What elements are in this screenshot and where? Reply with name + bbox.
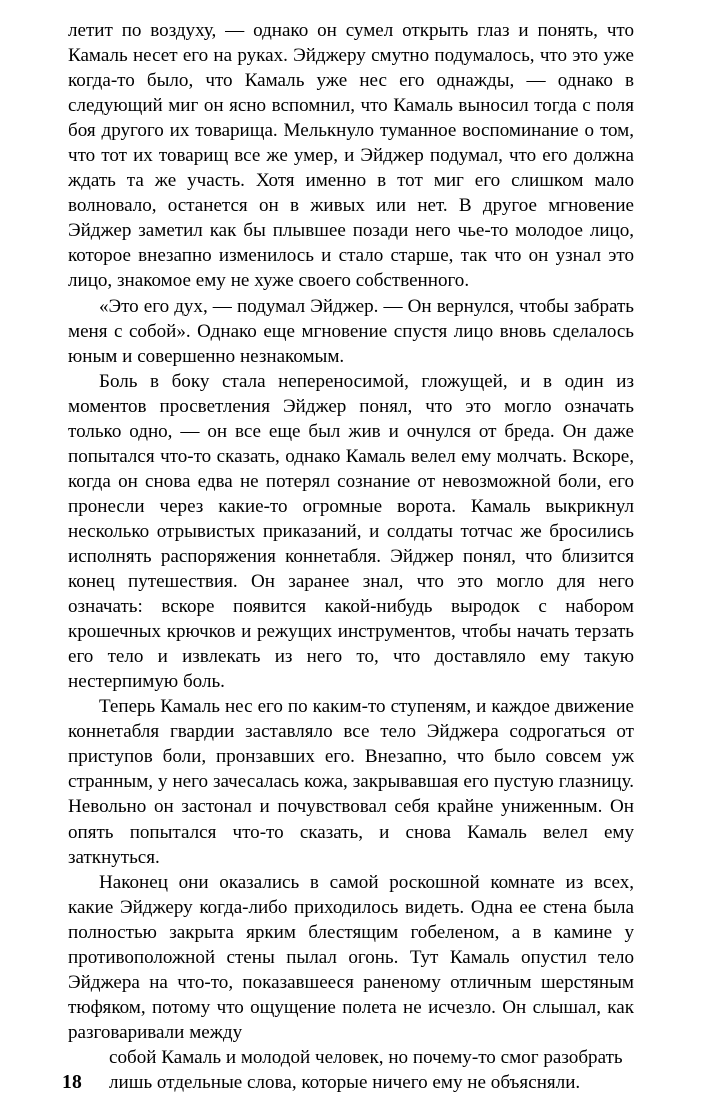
paragraph: Боль в боку стала непереносимой, гложущей, и в один из моментов просветления Эйджер понял, что это могло означать только одно, — он все еще был жив и очнулся от бреда. Он даже попытался что-то сказать, однако Камаль велел ему молчать. Вскоре, когда он снова едва не потерял сознание от невозможной боли, его пронесли через какие-то огромные ворота. Камаль выкрикнул несколько отрывистых приказаний, и солдаты тотчас же бросились исполнять распоряжения коннетабля. Эйджер понял, что близится конец путешествия. Он заранее знал, что это могло для него означать: вскоре появится какой-нибудь выродок с набором крошечных крючков и режущих инструментов, чтобы начать терзать его тело и извлекать из него то, что доставляло ему такую нестерпимую боль.	[68, 370, 634, 693]
tail-line: собой Камаль и молодой человек, но почему-то смог разобрать	[109, 1047, 623, 1068]
text-column	[68, 18, 634, 1045]
tail-line: лишь отдельные слова, которые ничего ему не объясняли.	[109, 1072, 581, 1094]
paragraph: «Это его дух, — подумал Эйджер. — Он вернулся, чтобы забрать меня с собой». Однако еще мгновение спустя лицо вновь сделалось юным и совершенно незнакомым.	[68, 295, 634, 367]
paragraph: Наконец они оказались в самой роскошной комнате из всех, какие Эйджеру когда-либо приходилось видеть. Одна ее стена была полностью закрыта ярким блестящим гобеленом, а в камине у противоположной стены пылал огонь. Тут Камаль опустил тело Эйджера на что-то, показавшееся раненому отличным шерстяным тюфяком, потому что ощущение полета не исчезло. Он слышал, как разговаривали между	[68, 871, 634, 1043]
page-number: 18	[62, 1072, 82, 1094]
paragraph: Теперь Камаль нес его по каким-то ступеням, и каждое движение коннетабля гвардии заставляло все тело Эйджера содрогаться от приступов боли, пронзавших его. Внезапно, что было совсем уж странным, у него зачесалась кожа, закрывавшая его пустую глазницу. Невольно он застонал и почувствовал себя крайне униженным. Он опять попытался что-то сказать, и снова Камаль велел ему заткнуться.	[68, 696, 634, 868]
paragraph: летит по воздуху, — однако он сумел открыть глаз и понять, что Камаль несет его на руках. Эйджеру смутно подумалось, что это уже когда-то было, что Камаль уже нес его однажды, — однако в следующий миг он ясно вспомнил, что Камаль выносил тогда с поля боя другого их товарища. Мелькнуло туманное воспоминание о том, что тот их товарищ все же умер, и Эйджер подумал, что его должна ждать та же участь. Хотя именно в тот миг его слишком мало волновало, останется он в живых или нет. В другое мгновение Эйджер заметил как бы плывшее позади него чье-то молодое лицо, которое внезапно изменилось и стало старше, так что он узнал это лицо, знакомое ему не хуже своего собственного.	[68, 20, 634, 292]
page-tail-lines	[68, 1045, 634, 1095]
